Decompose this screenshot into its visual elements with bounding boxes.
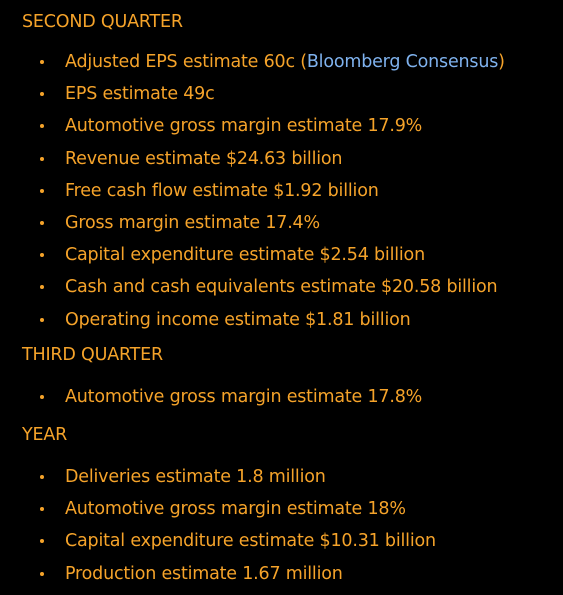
list-item-text: Cash and cash equivalents estimate $20.58 billion (65, 277, 498, 298)
section-heading-year: YEAR (22, 425, 68, 445)
list-item-text: EPS estimate 49c (65, 84, 215, 105)
bullet-icon (40, 572, 44, 576)
bullet-icon (40, 475, 44, 479)
bullet-icon (40, 124, 44, 128)
list-item-text: Capital expenditure estimate $2.54 billion (65, 245, 425, 266)
list-item-text: Production estimate 1.67 million (65, 563, 343, 584)
bullet-icon (40, 221, 44, 225)
list-item-text (65, 51, 505, 73)
bullet-icon (40, 318, 44, 322)
list-item-label: Adjusted EPS estimate 60c ( (65, 52, 307, 72)
list-item-text: Gross margin estimate 17.4% (65, 212, 320, 233)
bullet-icon (40, 92, 44, 96)
section-heading-second-quarter: SECOND QUARTER (22, 12, 183, 32)
bullet-icon (40, 285, 44, 289)
list-item-text: Automotive gross margin estimate 17.8% (65, 387, 423, 407)
bullet-icon (40, 157, 44, 161)
list-item-text: Deliveries estimate 1.8 million (65, 467, 326, 487)
bullet-icon (40, 189, 44, 193)
bullet-icon (40, 253, 44, 257)
list-item-text: Revenue estimate $24.63 billion (65, 148, 343, 169)
bullet-icon (40, 60, 44, 64)
list-item-text: Automotive gross margin estimate 17.9% (65, 116, 423, 137)
bloomberg-consensus-link[interactable]: Bloomberg Consensus (306, 52, 499, 72)
list-item-text: Free cash flow estimate $1.92 billion (65, 180, 379, 201)
bullet-icon (40, 539, 44, 543)
bullet-icon (40, 507, 44, 511)
list-item-text: Operating income estimate $1.81 billion (65, 309, 411, 330)
list-item-text: Automotive gross margin estimate 18% (65, 499, 406, 520)
list-item-suffix: ) (498, 52, 505, 72)
section-heading-third-quarter: THIRD QUARTER (22, 345, 163, 365)
list-item-text: Capital expenditure estimate $10.31 billion (65, 531, 436, 552)
bullet-icon (40, 395, 44, 399)
